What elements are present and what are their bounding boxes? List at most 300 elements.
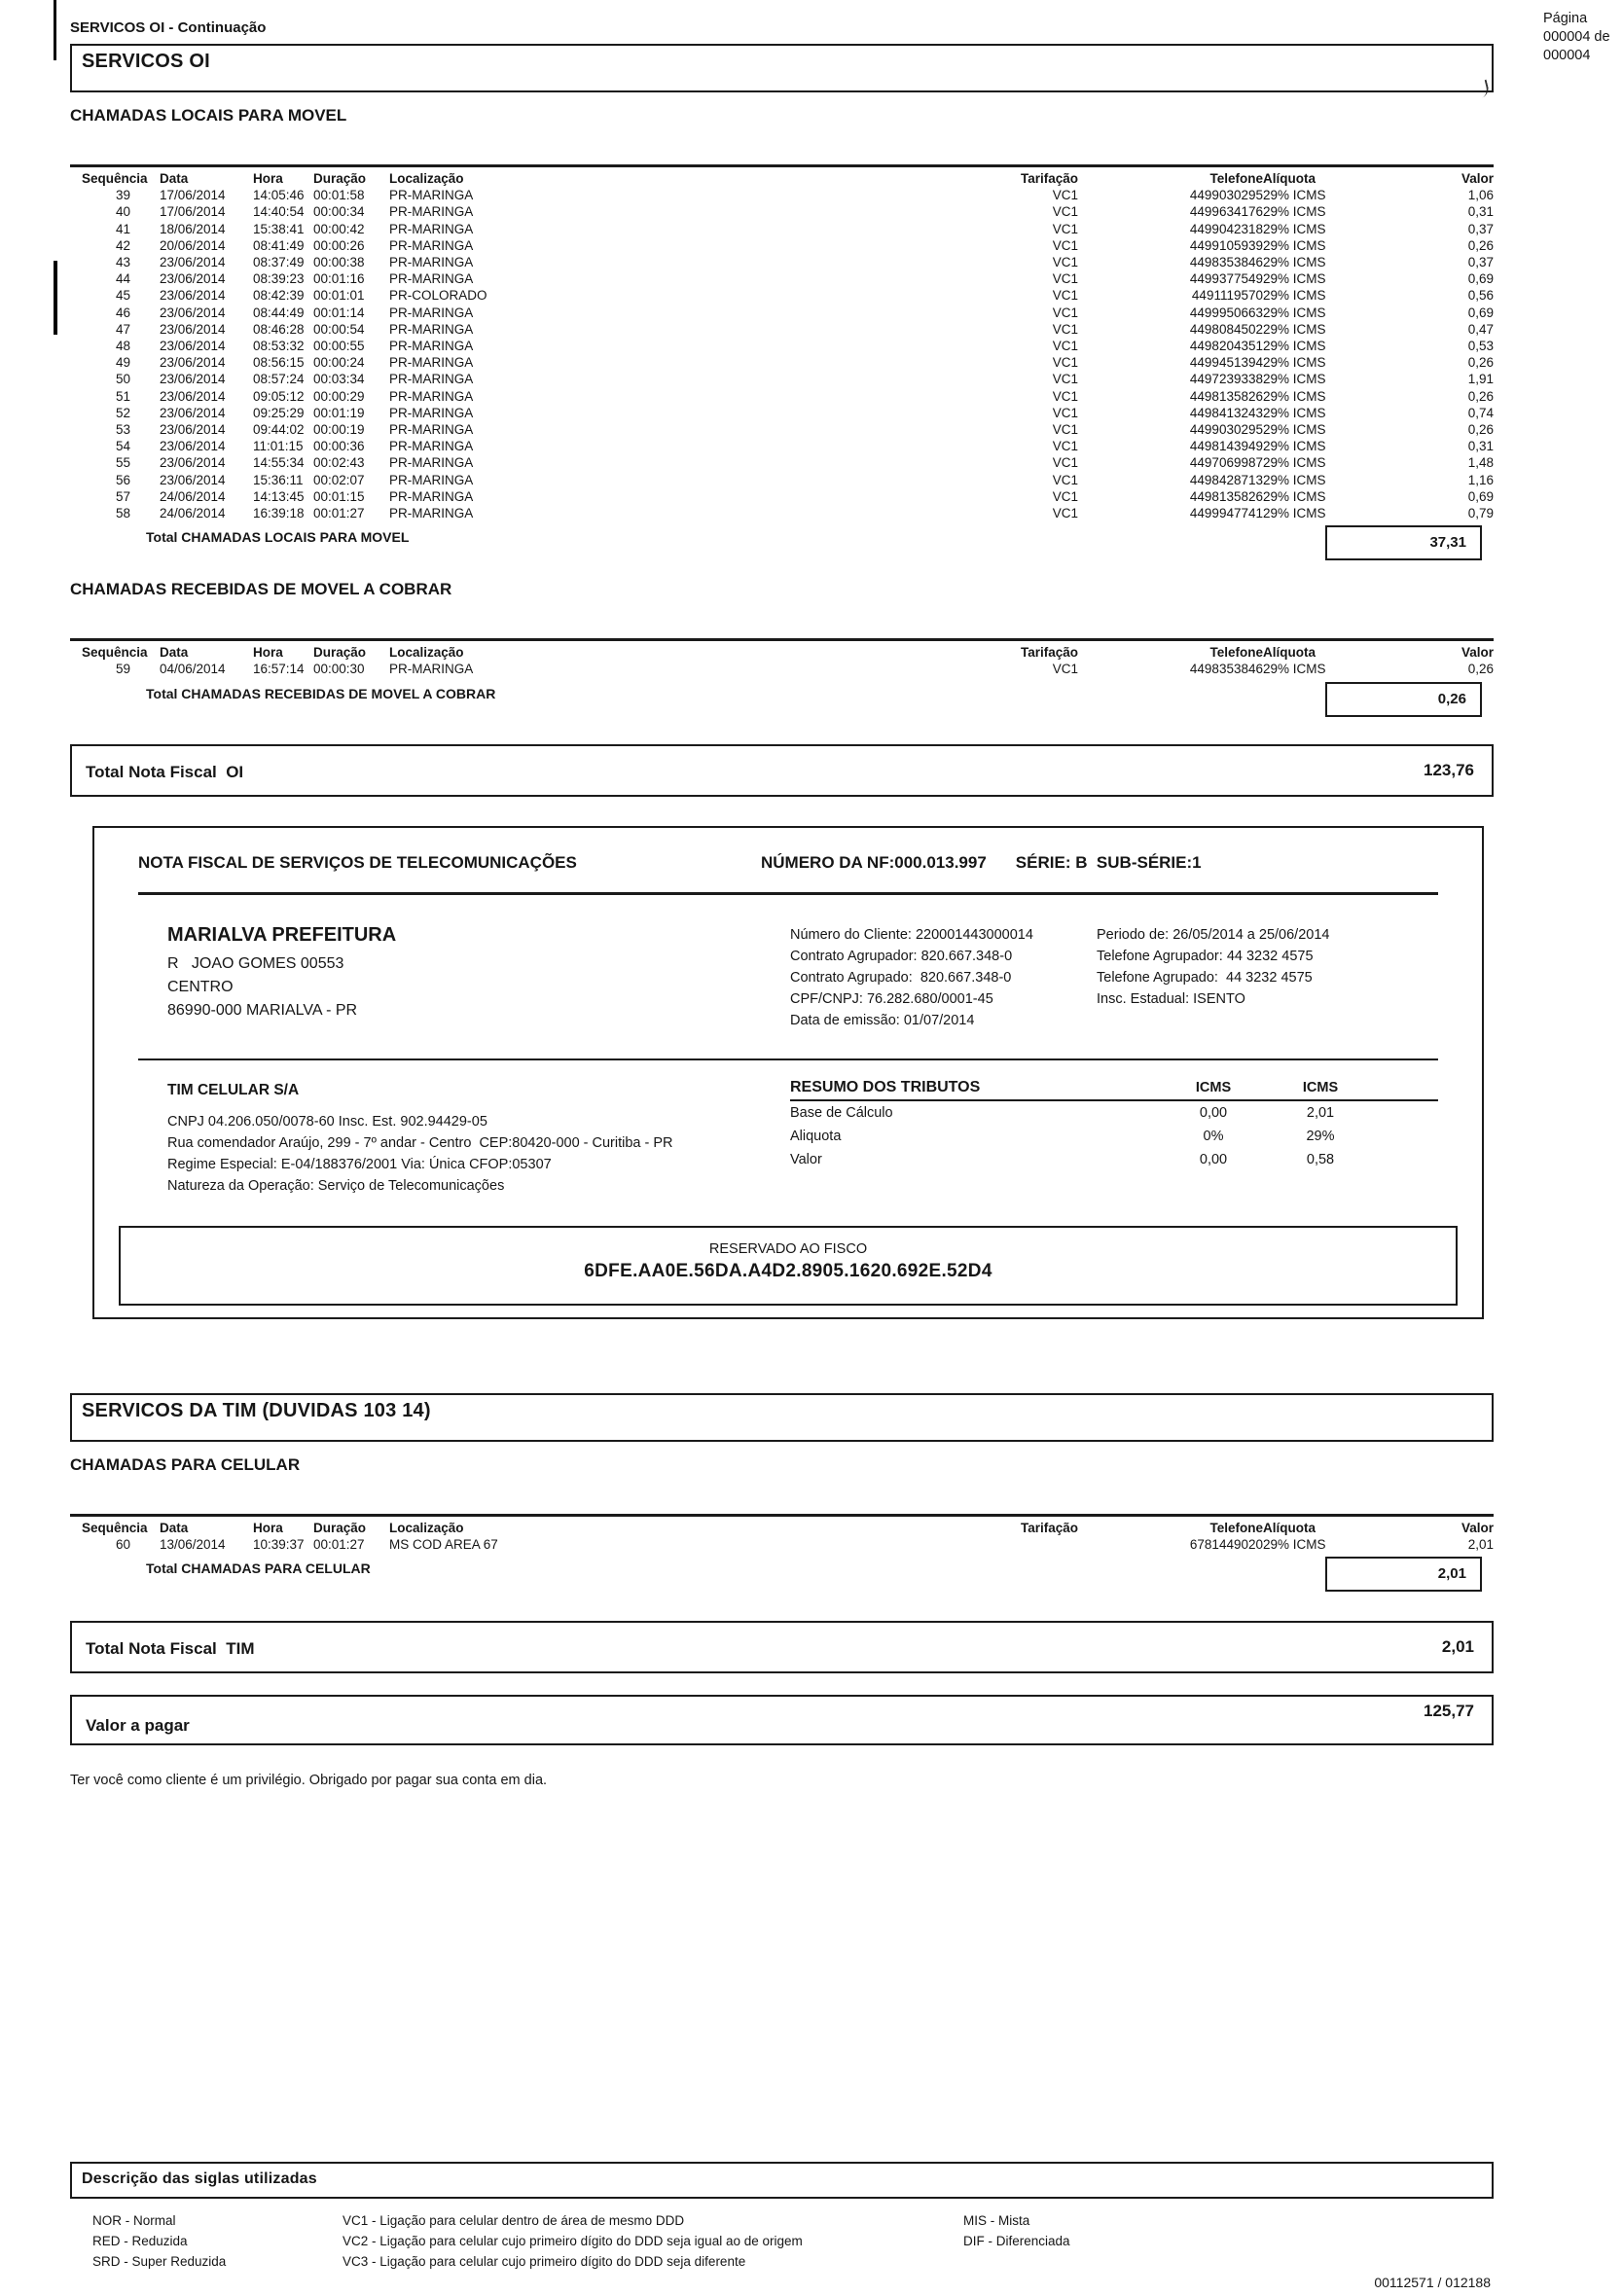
table-row xyxy=(70,454,1494,471)
table-cell: 20/06/2014 xyxy=(160,237,226,253)
table-cell: 41 xyxy=(115,221,130,236)
table-cell: 23/06/2014 xyxy=(160,255,226,270)
legend-item: VC2 - Ligação para celular cujo primeiro dígito do DDD seja igual ao de origem xyxy=(343,2234,803,2248)
table-cell: VC1 xyxy=(1052,305,1078,320)
table-cell: 29% ICMS xyxy=(1263,405,1326,420)
table-cell: 0% xyxy=(1203,1128,1224,1144)
table-cell: 0,58 xyxy=(1306,1151,1335,1167)
customer-address-line: R JOAO GOMES 00553 xyxy=(167,954,344,972)
table-cell: 0,31 xyxy=(1467,439,1494,454)
table-row xyxy=(70,488,1494,505)
table-cell: VC1 xyxy=(1052,339,1078,354)
table-cell: 00:01:27 xyxy=(313,506,365,521)
table-cell: 17/06/2014 xyxy=(160,204,226,220)
table-cell: VC1 xyxy=(1052,506,1078,521)
table-row xyxy=(70,203,1494,220)
table-cell: 2,01 xyxy=(1467,1536,1494,1552)
col-hora: Hora xyxy=(253,645,283,661)
table-cell: 00:01:01 xyxy=(313,288,365,304)
invoice-page xyxy=(70,14,1494,1788)
legend-column-3 xyxy=(963,2210,1494,2272)
table-cell: 23/06/2014 xyxy=(160,372,226,387)
issuer-line: Natureza da Operação: Serviço de Telecomunicações xyxy=(167,1177,505,1194)
table-cell: 50 xyxy=(115,372,130,387)
col-duracao: Duração xyxy=(313,645,367,661)
table-cell: 08:37:49 xyxy=(253,255,305,270)
table-cell: 16:57:14 xyxy=(253,662,305,677)
table-cell: 09:05:12 xyxy=(253,388,305,404)
total-label: Total CHAMADAS LOCAIS PARA MOVEL xyxy=(146,529,410,546)
col-tarifacao: Tarifação xyxy=(1020,1520,1078,1535)
table-cell: VC1 xyxy=(1052,204,1078,220)
table-cell: 29% ICMS xyxy=(1263,355,1326,371)
table-cell: 39 xyxy=(115,188,130,203)
customer-name: MARIALVA PREFEITURA xyxy=(167,923,397,946)
table-cell: 17/06/2014 xyxy=(160,188,226,203)
table-cell: 29% ICMS xyxy=(1263,488,1326,504)
total-value-box xyxy=(1325,1557,1482,1592)
col-telefone: Telefone xyxy=(1209,645,1263,661)
table-cell: 00:01:16 xyxy=(313,271,365,287)
col-hora: Hora xyxy=(253,1520,283,1535)
total-value: 2,01 xyxy=(1437,1565,1466,1583)
table-header-row xyxy=(70,640,1494,662)
chamadas-celular-table xyxy=(70,1514,1494,1553)
tributos-block xyxy=(761,1076,1438,1197)
table-cell: 00:00:55 xyxy=(313,339,365,354)
table-cell: 4499030295 xyxy=(1189,188,1263,203)
table-header-row xyxy=(70,166,1494,188)
table-cell: VC1 xyxy=(1052,405,1078,420)
table-cell: 0,00 xyxy=(1199,1151,1228,1167)
chamadas-recebidas-table xyxy=(70,638,1494,677)
detail-line: CPF/CNPJ: 76.282.680/0001-45 xyxy=(790,990,993,1007)
detail-line: Insc. Estadual: ISENTO xyxy=(1097,990,1245,1007)
table-cell: PR-MARINGA xyxy=(389,305,474,320)
table-row xyxy=(70,270,1494,287)
nf-title: NOTA FISCAL DE SERVIÇOS DE TELECOMUNICAÇÕES xyxy=(138,852,577,872)
table-cell: 4498084502 xyxy=(1189,321,1263,337)
table-cell: 1,06 xyxy=(1467,188,1494,203)
detail-line: Número do Cliente: 220001443000014 xyxy=(790,926,1033,943)
legend-item: RED - Reduzida xyxy=(92,2234,188,2248)
legend-section xyxy=(70,2162,1494,2272)
table-cell: 0,69 xyxy=(1467,488,1494,504)
total-value: 37,31 xyxy=(1429,534,1466,552)
table-cell: 6781449020 xyxy=(1189,1536,1263,1552)
total-value-box xyxy=(1325,682,1482,717)
col-aliquota: Alíquota xyxy=(1263,1520,1316,1535)
col-sequencia: Sequência xyxy=(82,1520,148,1535)
legend-title-box xyxy=(70,2162,1494,2199)
table-cell: 29% ICMS xyxy=(1263,221,1326,236)
table-cell: 4498143949 xyxy=(1189,439,1263,454)
table-cell: 08:39:23 xyxy=(253,271,305,287)
table-cell: 4498204351 xyxy=(1189,339,1263,354)
table-cell: VC1 xyxy=(1052,372,1078,387)
table-cell: 23/06/2014 xyxy=(160,339,226,354)
table-cell: 0,37 xyxy=(1467,255,1494,270)
customer-address-line: CENTRO xyxy=(167,978,234,995)
table-cell: 29% ICMS xyxy=(1263,388,1326,404)
table-cell: Aliquota xyxy=(790,1128,842,1144)
nf-number-line xyxy=(761,853,1438,873)
table-row xyxy=(790,1100,1438,1125)
total-label: Total CHAMADAS RECEBIDAS DE MOVEL A COBRAR xyxy=(146,685,496,701)
servicos-oi-box xyxy=(70,44,1494,92)
valor-a-pagar-box xyxy=(70,1695,1494,1745)
table-cell: VC1 xyxy=(1052,472,1078,487)
table-cell: Valor xyxy=(790,1151,822,1167)
chamadas-locais-total xyxy=(70,525,1494,566)
table-cell: 4499377549 xyxy=(1189,271,1263,287)
table-cell: VC1 xyxy=(1052,237,1078,253)
table-cell: 00:01:58 xyxy=(313,188,365,203)
table-cell: 24/06/2014 xyxy=(160,506,226,521)
table-cell: 08:56:15 xyxy=(253,355,305,371)
table-cell: 0,74 xyxy=(1467,405,1494,420)
col-valor: Valor xyxy=(1461,1520,1494,1535)
legend-item: VC3 - Ligação para celular cujo primeiro dígito do DDD seja diferente xyxy=(343,2254,746,2269)
table-cell: 23/06/2014 xyxy=(160,271,226,287)
table-cell: MS COD AREA 67 xyxy=(389,1536,498,1552)
nf-divider-top xyxy=(138,892,1438,895)
table-cell: 0,56 xyxy=(1467,288,1494,304)
tributos-col-icms-1: ICMS xyxy=(1150,1076,1277,1100)
table-row xyxy=(70,338,1494,354)
table-row xyxy=(70,421,1494,438)
table-cell: 18/06/2014 xyxy=(160,221,226,236)
table-cell: PR-MARINGA xyxy=(389,188,474,203)
table-cell: 0,69 xyxy=(1467,305,1494,320)
total-nota-fiscal-tim-box xyxy=(70,1621,1494,1673)
table-cell: 51 xyxy=(115,388,130,404)
col-hora: Hora xyxy=(253,171,283,186)
tributos-table xyxy=(790,1076,1438,1171)
nf-serie: SÉRIE: B SUB-SÉRIE:1 xyxy=(1015,852,1202,872)
table-cell: 00:00:54 xyxy=(313,321,365,337)
total-nf-tim-label: Total Nota Fiscal TIM xyxy=(86,1639,255,1659)
col-valor: Valor xyxy=(1461,645,1494,661)
table-cell: 4499451394 xyxy=(1189,355,1263,371)
table-cell: 0,47 xyxy=(1467,321,1494,337)
table-row xyxy=(70,321,1494,338)
legend-item: NOR - Normal xyxy=(92,2213,176,2228)
table-row xyxy=(70,354,1494,371)
col-aliquota: Alíquota xyxy=(1263,645,1316,661)
tributos-title: RESUMO DOS TRIBUTOS xyxy=(790,1076,1150,1100)
table-cell: 00:01:15 xyxy=(313,488,365,504)
table-cell: 29% ICMS xyxy=(1263,506,1326,521)
table-cell: 10:39:37 xyxy=(253,1536,305,1552)
col-aliquota: Alíquota xyxy=(1263,171,1316,186)
table-cell: 0,37 xyxy=(1467,221,1494,236)
table-cell: 4499950663 xyxy=(1189,305,1263,320)
table-cell: PR-MARINGA xyxy=(389,488,474,504)
tributos-header-row xyxy=(790,1076,1438,1100)
detail-line: Telefone Agrupado: 44 3232 4575 xyxy=(1097,969,1313,986)
col-telefone: Telefone xyxy=(1209,1520,1263,1535)
table-cell: 00:00:42 xyxy=(313,221,365,236)
table-cell: VC1 xyxy=(1052,488,1078,504)
table-cell: 00:00:26 xyxy=(313,237,365,253)
table-cell: 08:57:24 xyxy=(253,372,305,387)
table-cell: 49 xyxy=(115,355,130,371)
table-cell: 00:00:30 xyxy=(313,662,365,677)
table-cell: 1,16 xyxy=(1467,472,1494,487)
table-cell: 00:00:34 xyxy=(313,204,365,220)
chamadas-celular-body xyxy=(70,1536,1494,1553)
table-row xyxy=(70,305,1494,321)
table-row xyxy=(70,1536,1494,1553)
table-cell: 29% ICMS xyxy=(1263,188,1326,203)
table-cell: VC1 xyxy=(1052,288,1078,304)
table-cell: 15:36:11 xyxy=(253,472,304,487)
table-cell: PR-MARINGA xyxy=(389,271,474,287)
col-localizacao: Localização xyxy=(389,171,464,186)
table-cell: PR-MARINGA xyxy=(389,372,474,387)
table-cell: 29% ICMS xyxy=(1263,255,1326,270)
table-cell: 0,00 xyxy=(1199,1104,1228,1121)
table-cell: PR-MARINGA xyxy=(389,255,474,270)
table-cell: 48 xyxy=(115,339,130,354)
nota-fiscal-box xyxy=(92,826,1484,1319)
table-cell: 4499947741 xyxy=(1189,506,1263,521)
reservado-fisco-box xyxy=(119,1226,1458,1306)
issuer-line: Regime Especial: E-04/188376/2001 Via: Única CFOP:05307 xyxy=(167,1156,552,1172)
col-localizacao: Localização xyxy=(389,1520,464,1535)
total-nf-tim-value: 2,01 xyxy=(1441,1637,1474,1657)
table-cell: 4498135826 xyxy=(1189,488,1263,504)
legend-item: DIF - Diferenciada xyxy=(963,2234,1070,2248)
table-cell: 04/06/2014 xyxy=(160,662,226,677)
table-header-row xyxy=(70,1515,1494,1536)
valor-a-pagar-value: 125,77 xyxy=(1424,1702,1474,1721)
page-number: 000004 de xyxy=(1543,29,1610,45)
chamadas-recebidas-body xyxy=(70,661,1494,677)
table-cell: 29% ICMS xyxy=(1263,439,1326,454)
table-cell: PR-COLORADO xyxy=(389,288,487,304)
chamadas-locais-body xyxy=(70,187,1494,521)
table-cell: 29% ICMS xyxy=(1263,472,1326,487)
col-localizacao: Localização xyxy=(389,645,464,661)
issuer-line: CNPJ 04.206.050/0078-60 Insc. Est. 902.94429-05 xyxy=(167,1113,487,1130)
tributos-col-spacer xyxy=(1364,1076,1438,1100)
table-cell: 29% ICMS xyxy=(1263,321,1326,337)
legend-column-2 xyxy=(343,2210,963,2272)
table-cell: 23/06/2014 xyxy=(160,321,226,337)
table-row xyxy=(70,388,1494,405)
chamadas-locais-table xyxy=(70,164,1494,521)
legend-item: VC1 - Ligação para celular dentro de área de mesmo DDD xyxy=(343,2213,685,2228)
table-row xyxy=(70,371,1494,387)
table-cell: 14:40:54 xyxy=(253,204,305,220)
table-cell: VC1 xyxy=(1052,221,1078,236)
table-cell: 29% ICMS xyxy=(1263,305,1326,320)
table-cell: PR-MARINGA xyxy=(389,455,474,471)
table-cell: 13/06/2014 xyxy=(160,1536,226,1552)
table-cell: VC1 xyxy=(1052,388,1078,404)
table-row xyxy=(790,1125,1438,1148)
table-cell: 08:44:49 xyxy=(253,305,305,320)
legend-item: MIS - Mista xyxy=(963,2213,1030,2228)
table-cell: 23/06/2014 xyxy=(160,388,226,404)
table-cell: 00:00:24 xyxy=(313,355,365,371)
table-row xyxy=(70,254,1494,270)
scan-artifact-top xyxy=(54,0,56,60)
table-cell: VC1 xyxy=(1052,439,1078,454)
page-total: 000004 xyxy=(1543,48,1591,63)
table-cell: 11:01:15 xyxy=(253,439,304,454)
table-cell: 2,01 xyxy=(1306,1104,1335,1121)
table-cell: 1,91 xyxy=(1467,372,1494,387)
table-cell: 0,26 xyxy=(1467,662,1494,677)
table-cell: 0,31 xyxy=(1467,204,1494,220)
fisco-code: 6DFE.AA0E.56DA.A4D2.8905.1620.692E.52D4 xyxy=(584,1260,992,1281)
table-cell: 00:02:07 xyxy=(313,472,365,487)
table-cell: 43 xyxy=(115,255,130,270)
table-cell: 23/06/2014 xyxy=(160,472,226,487)
table-cell: 29% ICMS xyxy=(1263,455,1326,471)
table-cell: 60 xyxy=(115,1536,130,1552)
table-cell: 0,53 xyxy=(1467,339,1494,354)
legend-title: Descrição das siglas utilizadas xyxy=(82,2170,317,2187)
customer-address-line: 86990-000 MARIALVA - PR xyxy=(167,1001,358,1019)
table-cell: 00:00:19 xyxy=(313,422,365,438)
chamadas-celular-total xyxy=(70,1557,1494,1597)
table-cell: 00:01:27 xyxy=(313,1536,365,1552)
tributos-col-icms-2: ICMS xyxy=(1277,1076,1364,1100)
table-cell: 4499634176 xyxy=(1189,204,1263,220)
table-cell: VC1 xyxy=(1052,422,1078,438)
table-cell: 4499105939 xyxy=(1189,237,1263,253)
detail-line: Contrato Agrupado: 820.667.348-0 xyxy=(790,969,1012,986)
table-cell: PR-MARINGA xyxy=(389,355,474,371)
table-cell: 4491119570 xyxy=(1191,288,1263,304)
total-value: 0,26 xyxy=(1437,690,1466,707)
table-cell: 54 xyxy=(115,439,130,454)
table-cell: 29% ICMS xyxy=(1263,662,1326,677)
table-cell: 00:00:38 xyxy=(313,255,365,270)
table-cell: 24/06/2014 xyxy=(160,488,226,504)
table-row xyxy=(70,405,1494,421)
table-cell: PR-MARINGA xyxy=(389,237,474,253)
table-cell: PR-MARINGA xyxy=(389,204,474,220)
table-cell: 08:42:39 xyxy=(253,288,305,304)
col-sequencia: Sequência xyxy=(82,645,148,661)
table-cell: VC1 xyxy=(1052,188,1078,203)
col-data: Data xyxy=(160,171,189,186)
table-cell: 00:01:14 xyxy=(313,305,365,320)
table-cell: 0,79 xyxy=(1467,506,1494,521)
customer-block xyxy=(138,924,761,1031)
table-cell: 09:25:29 xyxy=(253,405,305,420)
table-cell: 14:13:45 xyxy=(253,488,305,504)
col-duracao: Duração xyxy=(313,171,367,186)
table-cell: 00:00:36 xyxy=(313,439,365,454)
table-cell: 15:38:41 xyxy=(253,221,305,236)
page-indicator xyxy=(1543,10,1610,65)
details-column-1 xyxy=(790,924,1097,1031)
table-cell: 14:05:46 xyxy=(253,188,305,203)
detail-line: Data de emissão: 01/07/2014 xyxy=(790,1012,975,1028)
table-cell: 4498353846 xyxy=(1189,255,1263,270)
table-cell: Base de Cálculo xyxy=(790,1104,893,1121)
col-sequencia: Sequência xyxy=(82,171,148,186)
legend-grid xyxy=(70,2210,1494,2272)
servicos-tim-title: SERVICOS DA TIM (DUVIDAS 103 14) xyxy=(82,1399,431,1421)
document-code: 00112571 / 012188 xyxy=(1374,2275,1491,2290)
table-cell: PR-MARINGA xyxy=(389,321,474,337)
nf-divider-mid xyxy=(138,1058,1438,1060)
table-cell: VC1 xyxy=(1052,662,1078,677)
table-row xyxy=(70,187,1494,203)
table-cell: 57 xyxy=(115,488,130,504)
table-cell: 4497239338 xyxy=(1189,372,1263,387)
table-row xyxy=(790,1148,1438,1171)
chamadas-recebidas-total xyxy=(70,682,1494,723)
table-cell: 08:46:28 xyxy=(253,321,305,337)
table-cell: 00:02:43 xyxy=(313,455,365,471)
col-data: Data xyxy=(160,1520,189,1535)
table-cell: 52 xyxy=(115,405,130,420)
table-cell: 45 xyxy=(115,288,130,304)
table-cell: 23/06/2014 xyxy=(160,455,226,471)
table-cell: 4499030295 xyxy=(1189,422,1263,438)
table-cell: 4498135826 xyxy=(1189,388,1263,404)
table-cell: 4498428713 xyxy=(1189,472,1263,487)
legend-column-1 xyxy=(92,2210,343,2272)
table-cell: 59 xyxy=(115,662,130,677)
table-cell: VC1 xyxy=(1052,455,1078,471)
table-cell: 40 xyxy=(115,204,130,220)
nf-customer-section xyxy=(138,924,1438,1031)
table-cell: 44 xyxy=(115,271,130,287)
col-telefone: Telefone xyxy=(1209,171,1263,186)
table-cell: 23/06/2014 xyxy=(160,355,226,371)
table-row xyxy=(70,472,1494,488)
table-cell: 00:00:29 xyxy=(313,388,365,404)
table-cell: PR-MARINGA xyxy=(389,221,474,236)
table-cell xyxy=(681,1536,1078,1553)
table-cell: PR-MARINGA xyxy=(389,472,474,487)
table-cell: VC1 xyxy=(1052,271,1078,287)
col-data: Data xyxy=(160,645,189,661)
table-cell: PR-MARINGA xyxy=(389,506,474,521)
table-cell: PR-MARINGA xyxy=(389,422,474,438)
table-cell: PR-MARINGA xyxy=(389,439,474,454)
table-cell: PR-MARINGA xyxy=(389,388,474,404)
col-valor: Valor xyxy=(1461,171,1494,186)
detail-line: Contrato Agrupador: 820.667.348-0 xyxy=(790,948,1013,964)
table-cell: 29% ICMS xyxy=(1263,1536,1326,1552)
table-cell: 0,26 xyxy=(1467,355,1494,371)
page-label: Página xyxy=(1543,11,1588,26)
table-cell: 29% ICMS xyxy=(1263,372,1326,387)
tributos-body xyxy=(790,1100,1438,1171)
table-cell: 00:03:34 xyxy=(313,372,365,387)
total-value-box xyxy=(1325,525,1482,560)
table-cell: 0,26 xyxy=(1467,388,1494,404)
continuation-header: SERVICOS OI - Continuação xyxy=(70,19,267,36)
nota-fiscal-header xyxy=(138,853,1438,873)
table-cell: 47 xyxy=(115,321,130,337)
table-cell: 4499042318 xyxy=(1189,221,1263,236)
scan-artifact-mid xyxy=(54,261,57,335)
chamadas-locais-title: CHAMADAS LOCAIS PARA MOVEL xyxy=(70,106,347,125)
table-cell: 53 xyxy=(115,422,130,438)
table-cell: 58 xyxy=(115,506,130,521)
